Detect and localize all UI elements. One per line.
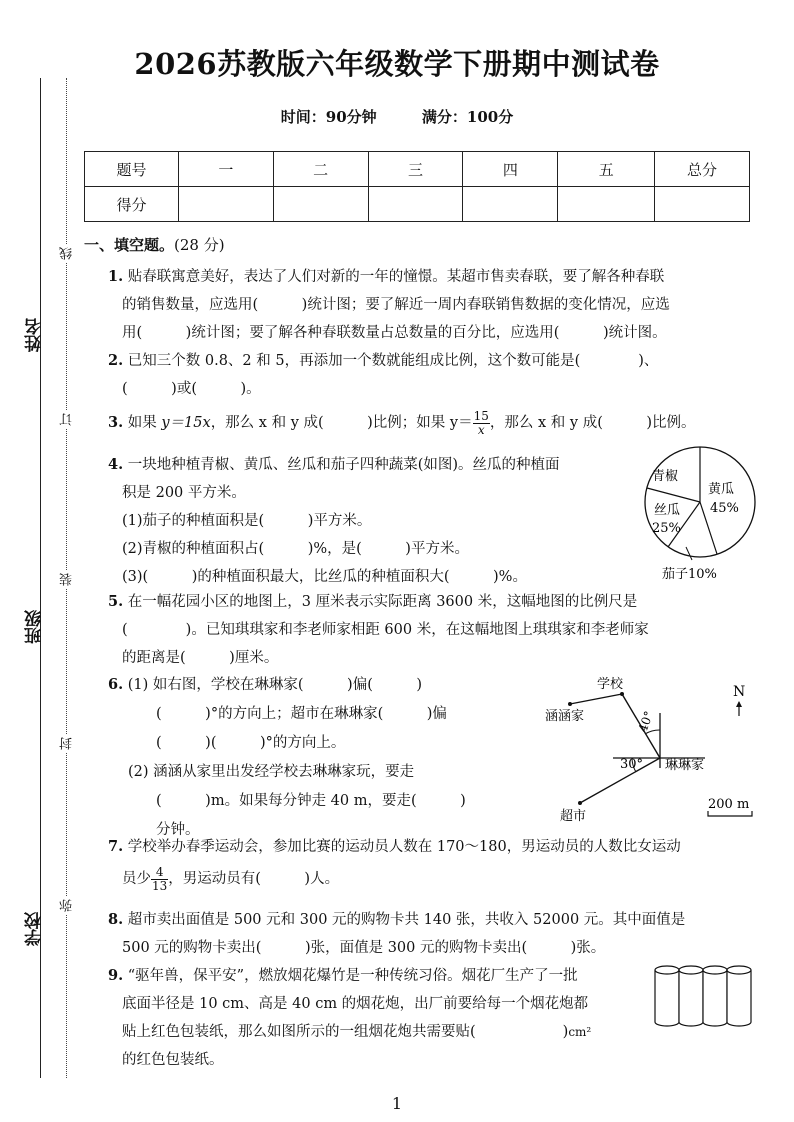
question-number: 1.: [108, 268, 124, 285]
question-line: (1)茄子的种植面积是( )平方米。: [122, 513, 372, 529]
question-text: ，那么 x 和 y 成( )比例。: [489, 415, 696, 431]
score-header-cell: 二: [273, 152, 368, 187]
question-line: [108, 451, 560, 479]
time-limit: 时间：90分钟: [280, 108, 377, 126]
cylinder-top: [655, 966, 679, 974]
question-line: 底面半径是 10 cm、高是 40 cm 的烟花炮，出厂前要给每一个烟花炮都: [122, 996, 589, 1012]
question-line: 500 元的购物卡卖出( )张，面值是 300 元的购物卡卖出( )张。: [122, 940, 606, 956]
north-arrow-head-icon: [736, 701, 742, 707]
question-line: 分钟。: [156, 822, 200, 838]
map-point-market: [578, 801, 582, 805]
question-line: ( )或( )。: [122, 381, 261, 397]
question-text: 贴春联寓意美好，表达了人们对新的一年的憧憬。某超市售卖春联，要了解各种春联: [127, 269, 665, 285]
question-line: [108, 263, 670, 291]
map-angle-30: 30°: [620, 757, 644, 772]
question-line: 的红色包装纸。: [122, 1052, 224, 1068]
vegetable-pie-chart: [630, 442, 780, 587]
exam-meta: [0, 106, 794, 127]
question-7: [108, 833, 681, 897]
map-path-hanhan: [570, 694, 622, 704]
question-line: 的距离是( )厘米。: [122, 650, 279, 666]
question-number: 8.: [108, 911, 124, 928]
equation: y＝15x: [161, 415, 211, 431]
question-text: 贴上红色包装纸，那么如图所示的一组烟花炮共需要贴( ): [122, 1024, 569, 1040]
score-header-cell: 题号: [85, 152, 179, 187]
cylinder-top: [727, 966, 751, 974]
question-line: [108, 962, 591, 990]
fraction: [151, 866, 168, 893]
pie-label-huanggua-pct: 45%: [710, 501, 739, 516]
fraction: [473, 410, 490, 437]
full-score: 满分：100分: [421, 108, 514, 126]
fraction-numerator: 15: [473, 408, 489, 423]
question-text: (1) 如右图，学校在琳琳家( )偏( ): [127, 677, 423, 693]
score-header-cell: 五: [558, 152, 655, 187]
question-line: 用( )统计图；要了解各种春联数量占总数量的百分比，应选用( )统计图。: [122, 325, 667, 341]
score-entry-cell[interactable]: [655, 187, 750, 222]
section-heading: [84, 234, 225, 255]
question-9: [108, 962, 591, 1074]
map-angle-40: 40°: [635, 709, 657, 735]
cylinder-body: [727, 970, 751, 1026]
binding-mark-mi: 弥: [58, 896, 77, 915]
map-north-label: N: [733, 684, 746, 700]
question-5: [108, 588, 649, 672]
question-line: (2) 涵涵从家里出发经学校去琳琳家玩，要走: [128, 764, 415, 780]
question-text: 在一幅花园小区的地图上，3 厘米表示实际距离 3600 米，这幅地图的比例尺是: [127, 594, 638, 610]
question-text: 员少: [122, 871, 151, 887]
binding-mark-ding: 订: [58, 410, 77, 429]
cylinder-top: [679, 966, 703, 974]
question-number: 2.: [108, 352, 124, 369]
question-text: ，那么 x 和 y 成( )比例；如果 y＝: [210, 415, 473, 431]
question-line: [108, 347, 658, 375]
question-line: [108, 1018, 591, 1046]
score-entry-cell[interactable]: [273, 187, 368, 222]
binding-label-class: 班级: [25, 610, 45, 644]
pie-label-sigua: 丝瓜: [654, 503, 681, 518]
question-number: 3.: [108, 414, 124, 431]
score-table-header-row: [85, 152, 750, 187]
pie-label-huanggua: 黄瓜: [708, 482, 735, 497]
binding-mark-zhuang: 装: [58, 570, 77, 589]
score-header-cell: 四: [463, 152, 558, 187]
binding-mark-xian: 线: [58, 244, 77, 263]
score-entry-cell[interactable]: [463, 187, 558, 222]
question-4: [108, 451, 560, 591]
question-2: [108, 347, 658, 403]
score-table: [84, 151, 750, 222]
score-row-label: 得分: [85, 187, 179, 222]
question-text: “驱年兽，保平安”，燃放烟花爆竹是一种传统习俗。烟花厂生产了一批: [127, 968, 578, 984]
question-line: [108, 861, 681, 897]
question-line: (2)青椒的种植面积占( )%，是( )平方米。: [122, 541, 469, 557]
question-line: ( )( )°的方向上。: [156, 735, 346, 751]
binding-mark-feng: 封: [58, 734, 77, 753]
question-line: [108, 833, 681, 861]
map-scale-label: 200 m: [708, 797, 750, 812]
score-header-cell: 三: [368, 152, 463, 187]
binding-label-school: 学校: [25, 912, 45, 946]
map-label-school: 学校: [597, 677, 624, 692]
question-6: [108, 670, 466, 845]
page-number: 1: [391, 1094, 403, 1113]
question-line: (3)( )的种植面积最大，比丝瓜的种植面积大( )%。: [122, 569, 527, 585]
map-label-market: 超市: [560, 809, 587, 824]
firework-cylinders-figure: [652, 960, 758, 1032]
question-number: 5.: [108, 593, 124, 610]
question-3: [108, 406, 696, 440]
question-text: 如果: [127, 415, 162, 431]
question-number: 6.: [108, 676, 124, 693]
score-header-cell: 总分: [655, 152, 750, 187]
section-points: (28 分): [174, 236, 225, 254]
score-table-score-row: [85, 187, 750, 222]
unit-label: cm²: [568, 1025, 592, 1039]
question-text: 学校举办春季运动会，参加比赛的运动员人数在 170～180，男运动员的人数比女运动: [127, 839, 681, 855]
map-point-school: [620, 692, 624, 696]
question-text: 已知三个数 0.8、2 和 5，再添加一个数就能组成比例，这个数可能是( )、: [127, 353, 659, 369]
question-text: 一块地种植青椒、黄瓜、丝瓜和茄子四种蔬菜(如图)。丝瓜的种植面: [127, 457, 560, 473]
binding-label-name: 姓名: [25, 318, 45, 352]
fraction-denominator: 13: [152, 878, 168, 893]
score-entry-cell[interactable]: [368, 187, 463, 222]
pie-label-sigua-pct: 25%: [652, 521, 681, 536]
question-8: [108, 906, 685, 962]
section-title: 一、填空题。: [84, 236, 175, 254]
direction-map: [540, 668, 770, 828]
map-point-hanhan: [568, 702, 572, 706]
question-line: 的销售数量，应选用( )统计图；要了解近一周内春联销售数据的变化情况，应选: [122, 297, 670, 313]
fraction-numerator: 4: [151, 866, 168, 880]
page-title: 2026苏教版六年级数学下册期中测试卷: [134, 47, 660, 81]
question-number: 7.: [108, 838, 124, 855]
map-label-linlin: 琳琳家: [665, 758, 705, 773]
cylinder-body: [679, 970, 703, 1026]
question-text: 超市卖出面值是 500 元和 300 元的购物卡共 140 张，共收入 52000 元。其中面值是: [127, 912, 686, 928]
score-entry-cell[interactable]: [558, 187, 655, 222]
question-number: 9.: [108, 967, 124, 984]
question-line: ( )。已知琪琪家和李老师家相距 600 米，在这幅地图上琪琪家和李老师家: [122, 622, 649, 638]
question-line: [108, 588, 649, 616]
question-line: [108, 670, 466, 700]
question-number: 4.: [108, 456, 124, 473]
cylinder-body: [655, 970, 679, 1026]
score-header-cell: 一: [178, 152, 273, 187]
question-line: 积是 200 平方米。: [122, 485, 246, 501]
question-1: [108, 263, 670, 347]
question-line: ( )m。如果每分钟走 40 m，要走( ): [156, 793, 466, 809]
cylinder-body: [703, 970, 727, 1026]
pie-label-qiezi: 茄子10%: [662, 567, 717, 582]
score-entry-cell[interactable]: [178, 187, 273, 222]
question-line: ( )°的方向上；超市在琳琳家( )偏: [156, 706, 447, 722]
question-text: ，男运动员有( )人。: [168, 871, 340, 887]
pie-label-qingjiao: 青椒: [652, 469, 679, 484]
map-label-hanhan: 涵涵家: [545, 709, 585, 724]
cylinder-top: [703, 966, 727, 974]
question-line: [108, 906, 685, 934]
fraction-denominator: x: [477, 422, 485, 437]
